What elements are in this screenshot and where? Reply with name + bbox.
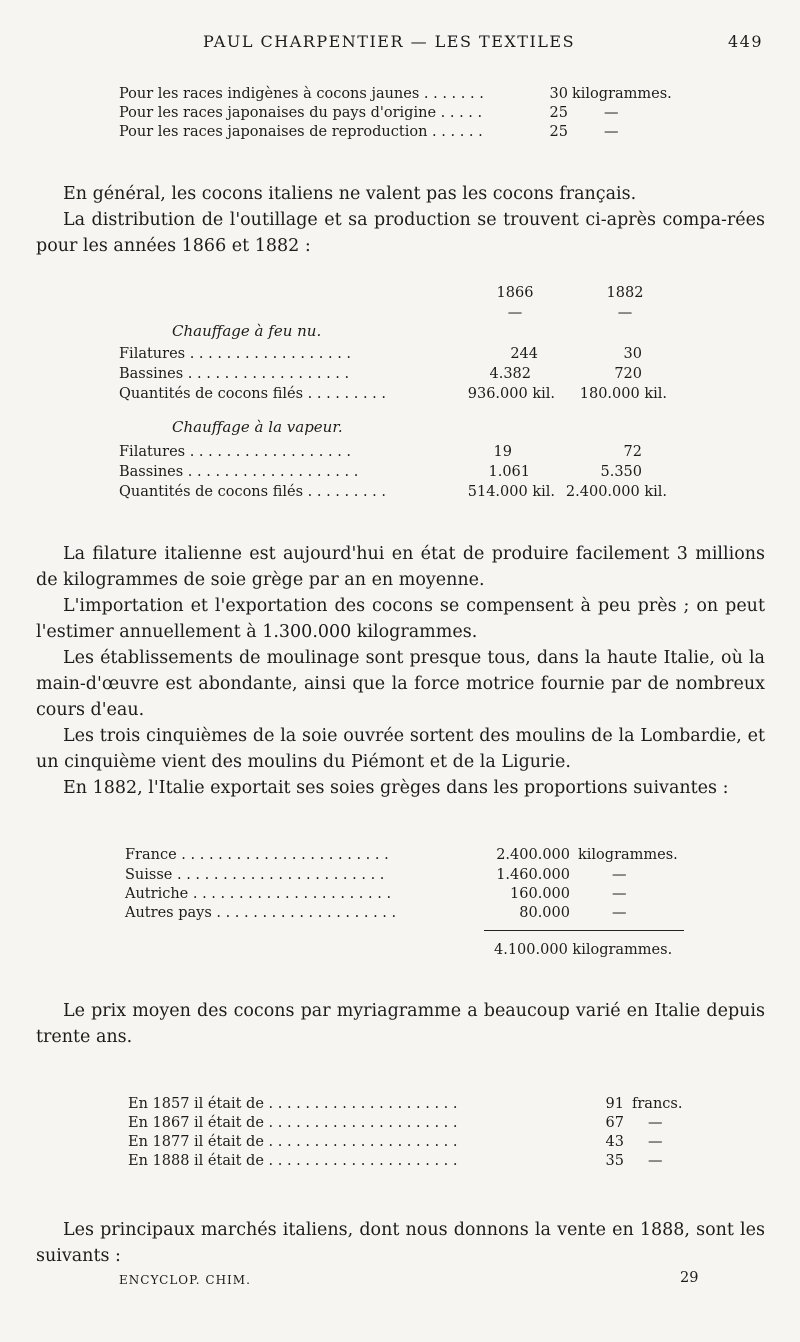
footer-signature: ENCYCLOP. CHIM. (119, 1273, 251, 1287)
section-title: Chauffage à la vapeur. (172, 418, 343, 436)
cell-1866: 19 (493, 444, 512, 460)
paragraph-block (36, 541, 765, 801)
cell-1882: 30 (623, 346, 642, 362)
table-row: Filatures . . . . . . . . . . . . . . . . . . (119, 444, 352, 460)
table-row: En 1857 il était de . . . . . . . . . . . . . . . . . . . . . (128, 1096, 458, 1112)
cell-1882: 720 (614, 366, 642, 382)
column-header: 1866 (496, 285, 534, 301)
price-value: 43 (605, 1134, 624, 1150)
table-row: France . . . . . . . . . . . . . . . . . . . . . . . (125, 847, 389, 863)
table-row: Pour les races japonaises de reproduction . . . . . . (119, 124, 483, 140)
cell-1882: 180.000 kil. (579, 386, 667, 402)
price-value: 91 (605, 1096, 624, 1112)
race-unit: kilogrammes. (572, 86, 672, 102)
paragraph-block (36, 998, 765, 1050)
header-dash: — (617, 305, 633, 321)
running-title: PAUL CHARPENTIER — LES TEXTILES (203, 32, 576, 51)
table-row: Suisse . . . . . . . . . . . . . . . . . . . . . . . (125, 867, 385, 883)
race-value: 25 (549, 105, 568, 121)
table-row: Pour les races japonaises du pays d'origine . . . . . (119, 105, 483, 121)
race-value: 25 (549, 124, 568, 140)
price-unit: — (648, 1153, 663, 1169)
price-value: 35 (605, 1153, 624, 1169)
table-row: Filatures . . . . . . . . . . . . . . . . . . (119, 346, 352, 362)
cell-1882: 72 (623, 444, 642, 460)
paragraph: En général, les cocons italiens ne valent pas les cocons français. (63, 184, 637, 204)
table-row: Pour les races indigènes à cocons jaunes . . . . . . . (119, 86, 484, 102)
column-header: 1882 (606, 285, 644, 301)
section-title: Chauffage à feu nu. (172, 322, 322, 340)
sheet-number: 29 (680, 1270, 699, 1286)
export-value: 80.000 (519, 905, 570, 921)
cell-1866: 1.061 (488, 464, 530, 480)
table-row: En 1877 il était de . . . . . . . . . . . . . . . . . . . . . (128, 1134, 458, 1150)
cell-1866: 936.000 kil. (467, 386, 555, 402)
table-row: En 1888 il était de . . . . . . . . . . . . . . . . . . . . . (128, 1153, 458, 1169)
race-unit: — (604, 105, 619, 121)
export-value: 2.400.000 (496, 847, 570, 863)
table-row: Autres pays . . . . . . . . . . . . . . . . . . . . (125, 905, 397, 921)
cell-1866: 514.000 kil. (467, 484, 555, 500)
paragraph-block (36, 181, 765, 259)
table-row: En 1867 il était de . . . . . . . . . . . . . . . . . . . . . (128, 1115, 458, 1131)
paragraph: La distribution de l'outillage et sa production se trouvent ci-après compa-rées pour les années 1866 et 1882 : (36, 210, 765, 256)
table-row: Bassines . . . . . . . . . . . . . . . . . . . (119, 464, 359, 480)
price-unit: — (648, 1134, 663, 1150)
paragraph: L'importation et l'exportation des cocons se compensent à peu près ; on peut l'estimer annuellement à 1.300.000 kilogrammes. (36, 596, 765, 642)
paragraph: Le prix moyen des cocons par myriagramme a beaucoup varié en Italie depuis trente ans. (36, 1001, 765, 1047)
cell-1882: 5.350 (600, 464, 642, 480)
header-dash: — (507, 305, 523, 321)
paragraph-block (36, 1217, 765, 1269)
paragraph: Les trois cinquièmes de la soie ouvrée sortent des moulins de la Lombardie, et un cinquième vient des moulins du Piémont et de la Ligurie. (36, 726, 765, 772)
export-total: 4.100.000 kilogrammes. (494, 942, 673, 958)
paragraph: La filature italienne est aujourd'hui en état de produire facilement 3 millions de kilogrammes de soie grège par an en moyenne. (36, 544, 765, 590)
table-row: Quantités de cocons filés . . . . . . . . . (119, 386, 386, 402)
export-unit: kilogrammes. (578, 847, 678, 863)
export-value: 1.460.000 (496, 867, 570, 883)
page-number: 449 (728, 32, 764, 51)
paragraph: En 1882, l'Italie exportait ses soies grèges dans les proportions suivantes : (63, 778, 729, 798)
cell-1866: 4.382 (489, 366, 531, 382)
cell-1866: 244 (510, 346, 538, 362)
sum-rule (484, 930, 684, 931)
price-value: 67 (605, 1115, 624, 1131)
table-row: Bassines . . . . . . . . . . . . . . . . . . (119, 366, 350, 382)
export-unit: — (612, 905, 627, 921)
paragraph: Les établissements de moulinage sont presque tous, dans la haute Italie, où la main-d'œuvre est abondante, ainsi que la force motrice fournie par de nombreux cours d'eau. (36, 648, 765, 720)
export-unit: — (612, 886, 627, 902)
export-value: 160.000 (510, 886, 570, 902)
paragraph: Les principaux marchés italiens, dont nous donnons la vente en 1888, sont les suivants : (36, 1220, 765, 1266)
price-unit: francs. (632, 1096, 683, 1112)
table-row: Quantités de cocons filés . . . . . . . . . (119, 484, 386, 500)
export-unit: — (612, 867, 627, 883)
price-unit: — (648, 1115, 663, 1131)
race-unit: — (604, 124, 619, 140)
table-row: Autriche . . . . . . . . . . . . . . . . . . . . . . (125, 886, 392, 902)
race-value: 30 (549, 86, 568, 102)
cell-1882: 2.400.000 kil. (565, 484, 667, 500)
